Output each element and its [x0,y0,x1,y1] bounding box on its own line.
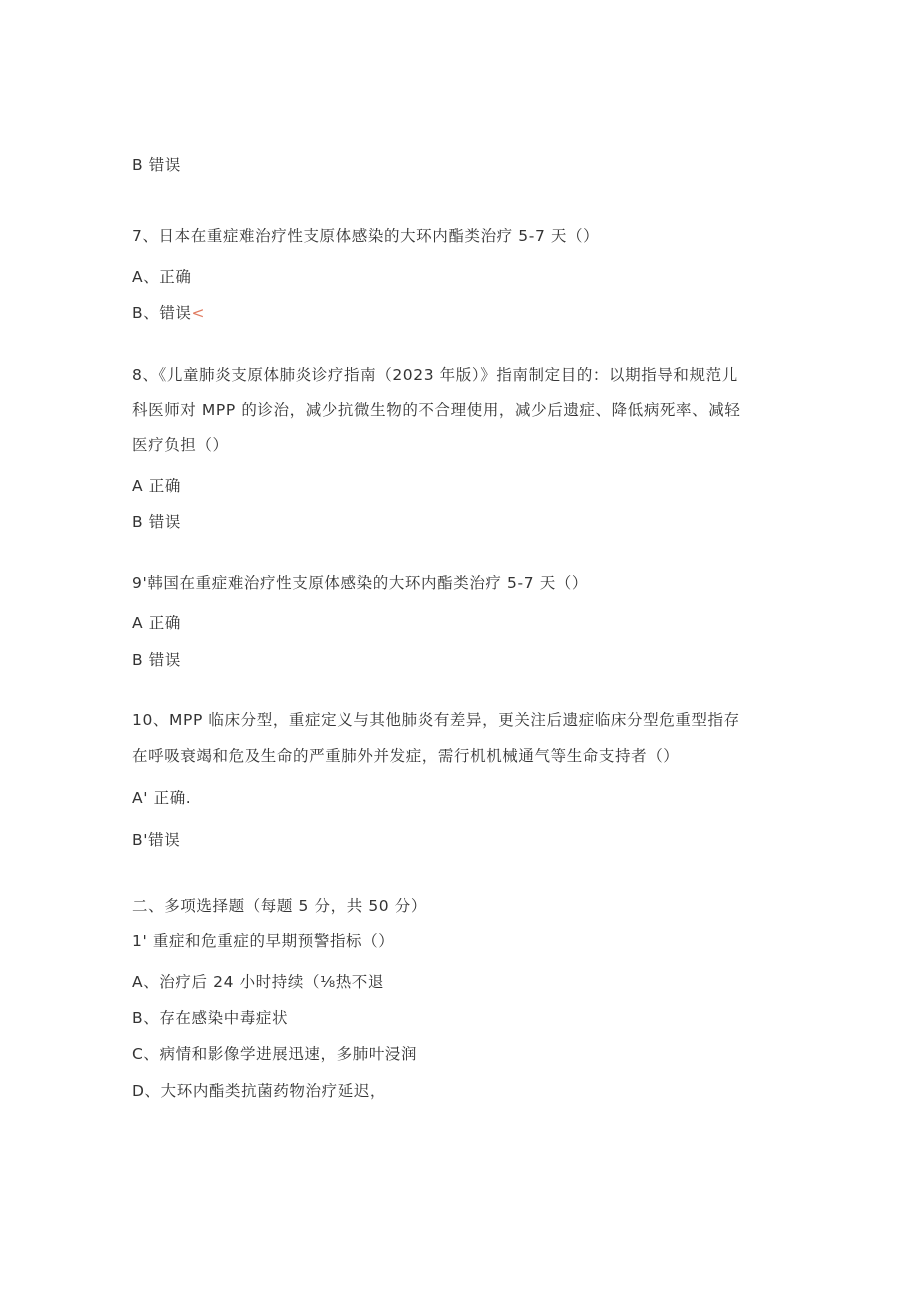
answer-mark: < [191,304,206,322]
s2-q1-option-a: A、治疗后 24 小时持续（⅛热不退 [132,973,385,991]
q8-question-line3: 医疗负担（） [132,436,229,454]
q10-question-line1: 10、MPP 临床分型，重症定义与其他肺炎有差异，更关注后遗症临床分型危重型指存 [132,711,740,729]
q9-option-b: B 错误 [132,651,181,669]
q9-question: 9'韩国在重症难治疗性支原体感染的大环内酯类治疗 5-7 天（） [132,574,588,592]
q6-option-b: B 错误 [132,156,181,174]
q8-question-line2: 科医师对 MPP 的诊治，减少抗微生物的不合理使用，减少后遗症、降低病死率、减轻 [132,401,741,419]
q8-option-a: A 正确 [132,477,181,495]
q8-option-b: B 错误 [132,513,181,531]
q7-question: 7、日本在重症难治疗性支原体感染的大环内酯类治疗 5-7 天（） [132,227,600,245]
s2-q1-question: 1' 重症和危重症的早期预警指标（） [132,932,395,950]
q9-option-a: A 正确 [132,614,181,632]
section2-heading: 二、多项选择题（每题 5 分，共 50 分） [132,897,427,915]
q7-option-b: B、错误 [132,304,192,322]
q7-option-b-line [132,302,205,324]
s2-q1-option-d: D、大环内酯类抗菌药物治疗延迟， [132,1082,387,1100]
q7-option-a: A、正确 [132,268,192,286]
s2-q1-option-c: C、病情和影像学进展迅速，多肺叶浸润 [132,1045,418,1063]
q10-question-line2: 在呼吸衰竭和危及生命的严重肺外并发症，需行机机械通气等生命支持者（） [132,747,680,765]
s2-q1-option-b: B、存在感染中毒症状 [132,1009,289,1027]
q10-option-a: A' 正确. [132,789,192,807]
q8-question-line1: 8、《儿童肺炎支原体肺炎诊疗指南（2023 年版）》指南制定目的：以期指导和规范儿 [132,366,738,384]
q10-option-b: B'错误 [132,831,181,849]
